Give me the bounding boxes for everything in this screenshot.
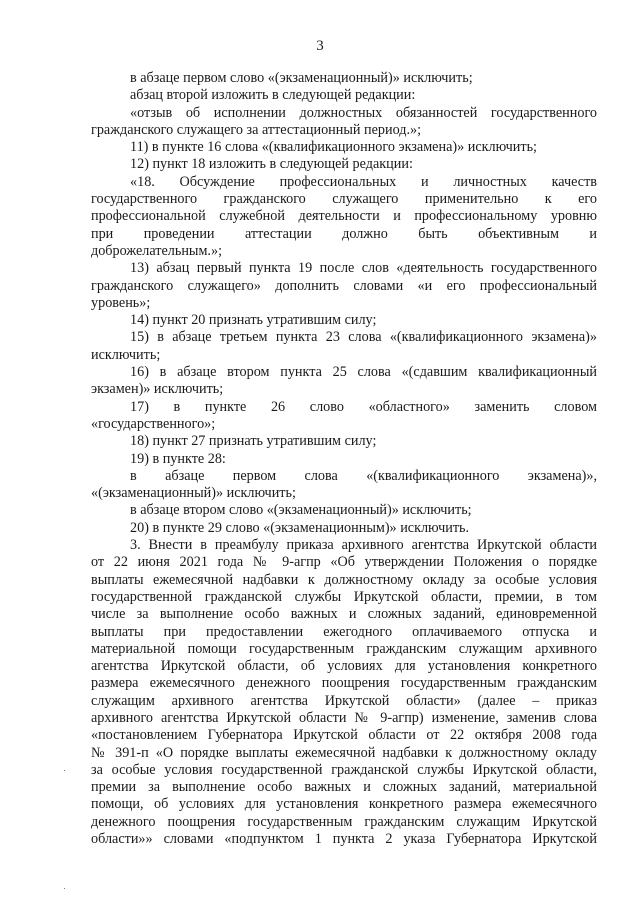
scan-speck <box>64 770 65 771</box>
text-line: в абзаце первом слова «(квалификационного экзамена)», <box>130 467 597 484</box>
text-line: доброжелательным.»; <box>91 242 223 259</box>
text-line: архивного агентства Иркутской области № 9-агпр) изменение, заменив слова <box>91 709 597 726</box>
text-line: 20) в пункте 29 слово «(экзаменационным)» исключить. <box>130 519 470 536</box>
scan-speck <box>64 888 65 889</box>
text-line: материальной помощи государственным гражданским служащим архивного <box>91 640 597 657</box>
text-line: размера ежемесячного денежного поощрения государственным гражданским <box>91 675 597 692</box>
text-line: 19) в пункте 28: <box>130 450 226 467</box>
text-line: 3. Внести в преамбулу приказа архивного агентства Иркутской области <box>130 537 597 554</box>
text-line: абзац второй изложить в следующей редакции: <box>130 87 416 104</box>
text-line: выплаты ежемесячной надбавки к должностному окладу за особые условия <box>91 571 597 588</box>
text-line: служащим архивного агентства Иркутской области» (далее – приказ <box>91 692 597 709</box>
text-line: уровень»; <box>91 294 151 311</box>
text-line: при проведении аттестации должно быть объективным и <box>91 225 597 242</box>
text-line: 11) в пункте 16 слова «(квалификационного экзамена)» исключить; <box>130 139 537 156</box>
page-number: 3 <box>316 38 324 54</box>
text-line: 17) в пункте 26 слово «областного» заменить словом <box>130 398 597 415</box>
text-line: от 22 июня 2021 года № 9-агпр «Об утверждении Положения о порядке <box>91 554 597 571</box>
text-line: помощи, об условиях для установления конкретного размера ежемесячного <box>91 796 597 813</box>
text-line: «(экзаменационный)» исключить; <box>91 485 296 502</box>
text-line: 16) в абзаце втором пункта 25 слова «(сдавшим квалификационный <box>130 364 597 381</box>
text-line: в абзаце первом слово «(экзаменационный)» исключить; <box>130 70 473 86</box>
text-line: области»» словами «подпунктом 1 пункта 2 указа Губернатора Иркутской <box>91 831 597 848</box>
text-line: «18. Обсуждение профессиональных и личностных качеств <box>130 173 597 190</box>
text-line: за особые условия государственной гражданской службы Иркутской области, <box>91 761 597 778</box>
text-line: гражданского служащего за аттестационный период.»; <box>91 121 422 138</box>
text-line: 15) в абзаце третьем пункта 23 слова «(квалификационного экзамена)» <box>130 329 597 346</box>
text-line: «государственного»; <box>91 415 216 432</box>
text-line: премии за выполнение особо важных и сложных заданий, материальной <box>91 779 597 796</box>
text-line: исключить; <box>91 346 161 363</box>
text-line: выплаты при предоставлении ежегодного оплачиваемого отпуска и <box>91 623 597 640</box>
text-line: 14) пункт 20 признать утратившим силу; <box>130 312 377 329</box>
text-line: экзамен)» исключить; <box>91 381 224 398</box>
text-line: «постановлением Губернатора Иркутской области от 22 октября 2008 года <box>91 727 597 744</box>
document-body <box>91 70 597 848</box>
text-line: государственного гражданского служащего применительно к его <box>91 191 597 208</box>
text-line: государственной гражданской службы Иркутской области, премии, в том <box>91 588 597 605</box>
text-line: 18) пункт 27 признать утратившим силу; <box>130 433 377 450</box>
text-line: числе за выполнение особо важных и сложных заданий, единовременной <box>91 606 597 623</box>
text-line: агентства Иркутской области, об условиях для установления конкретного <box>91 658 597 675</box>
text-line: денежного поощрения государственным гражданским служащим Иркутской <box>91 813 597 830</box>
text-line: гражданского служащего» дополнить словами «и его профессиональный <box>91 277 597 294</box>
text-line: профессиональной служебной деятельности и профессиональному уровню <box>91 208 597 225</box>
text-line: 13) абзац первый пункта 19 после слов «деятельность государственного <box>130 260 597 277</box>
text-line: № 391-п «О порядке выплаты ежемесячной надбавки к должностному окладу <box>91 744 597 761</box>
text-line: в абзаце втором слово «(экзаменационный)» исключить; <box>130 502 472 519</box>
text-line: 12) пункт 18 изложить в следующей редакции: <box>130 156 413 173</box>
text-line: «отзыв об исполнении должностных обязанностей государственного <box>130 104 597 121</box>
